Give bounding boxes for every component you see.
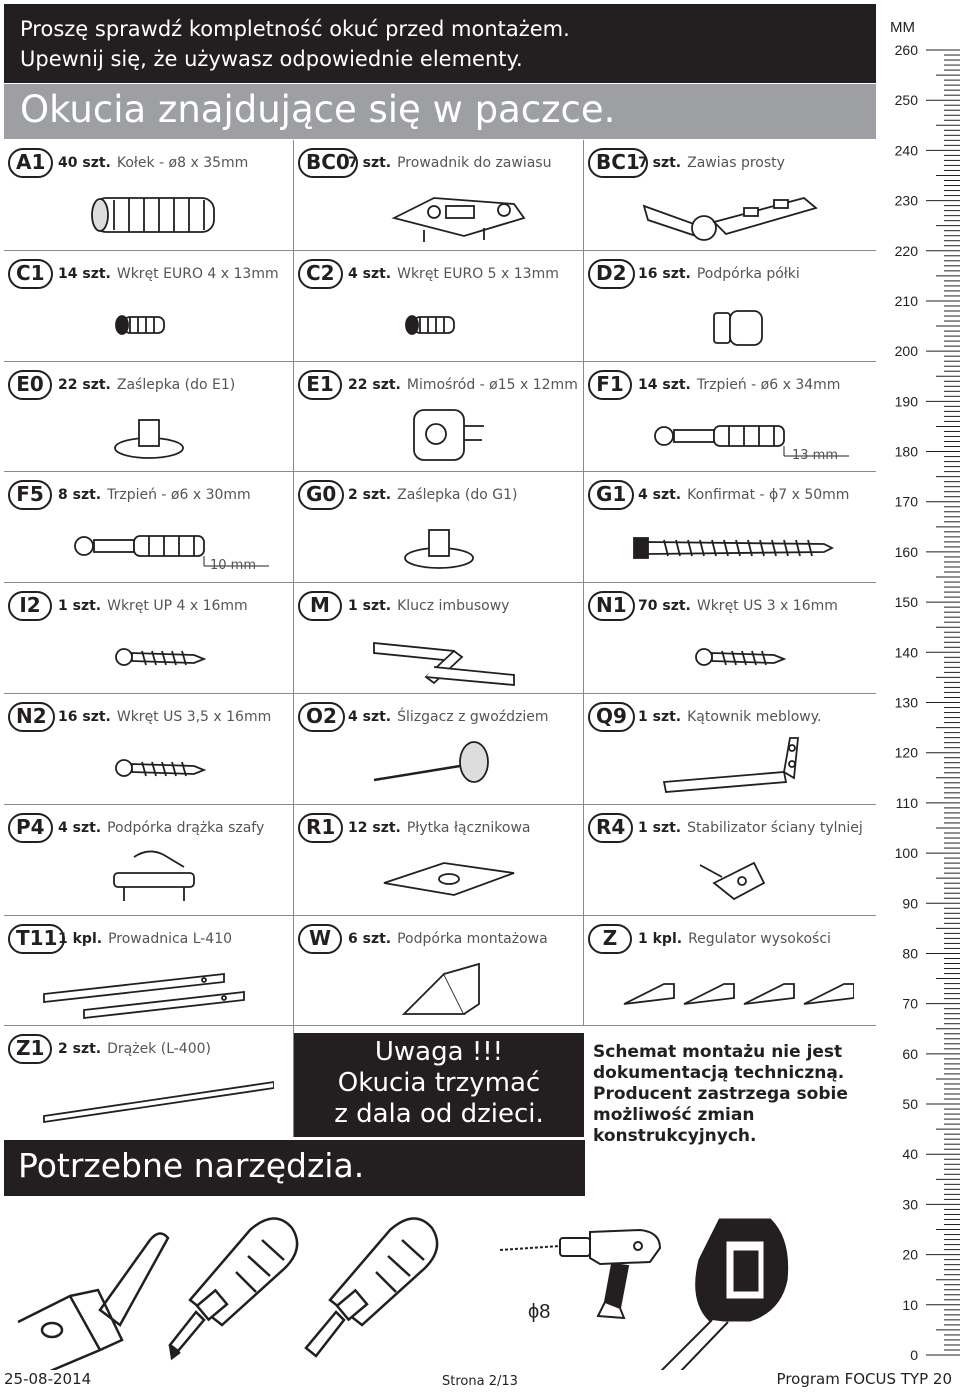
hinge-icon — [604, 178, 854, 246]
wedge-icon — [604, 954, 854, 1022]
ruler-label: 190 — [894, 393, 918, 410]
hinge-plate-icon — [314, 178, 564, 246]
part-code: Q9 — [588, 702, 635, 732]
part-name: Trzpień - ø6 x 30mm — [107, 487, 251, 504]
ruler-label: 100 — [894, 845, 918, 862]
part-name: Prowadnica L-410 — [108, 930, 233, 947]
part-cell-t11 — [4, 916, 294, 1027]
ruler-label: 0 — [910, 1347, 918, 1363]
cap-icon — [314, 510, 564, 578]
part-description — [348, 487, 517, 503]
part-code: E1 — [298, 370, 342, 400]
part-cell-r4 — [584, 805, 876, 916]
part-code: BC1 — [588, 148, 648, 178]
part-code: R1 — [298, 813, 343, 843]
part-qty: 4 szt. — [348, 265, 392, 282]
part-name: Wkręt EURO 4 x 13mm — [116, 265, 279, 282]
part-qty: 6 szt. — [348, 930, 392, 947]
part-cell-q9 — [584, 694, 876, 805]
part-name: Trzpień - ø6 x 34mm — [696, 376, 841, 393]
part-name: Drążek (L-400) — [107, 1041, 211, 1058]
part-qty: 4 szt. — [348, 709, 392, 725]
ruler-label: 170 — [894, 493, 918, 510]
ruler-label: 240 — [894, 142, 918, 159]
euro-screw-icon — [314, 289, 564, 357]
part-qty: 2 szt. — [58, 1041, 102, 1058]
part-code: E0 — [8, 370, 52, 400]
part-name: Płytka łącznikowa — [406, 819, 531, 836]
shelf-support-icon — [604, 289, 854, 357]
part-code: R4 — [588, 813, 633, 843]
part-name: Klucz imbusowy — [397, 598, 510, 615]
part-cell-n1 — [584, 583, 876, 694]
part-qty: 22 szt. — [58, 376, 111, 393]
disclaimer-line-1: Schemat montażu nie jest — [593, 1042, 843, 1062]
ruler-label: 150 — [894, 594, 918, 611]
part-qty: 2 szt. — [348, 487, 392, 504]
ruler-label: 260 — [894, 42, 918, 58]
part-description — [638, 820, 863, 836]
ruler-label: 180 — [894, 443, 918, 460]
part-code: A1 — [8, 148, 53, 178]
part-qty: 1 szt. — [638, 819, 682, 836]
part-name: Konfirmat - ϕ7 x 50mm — [687, 487, 850, 504]
ruler-label: 60 — [902, 1045, 918, 1062]
part-description — [348, 820, 531, 836]
part-name: Podpórka półki — [696, 265, 800, 282]
ruler-label: 210 — [894, 292, 918, 309]
part-qty: 4 szt. — [58, 819, 102, 836]
part-description — [638, 266, 800, 282]
dimension-label: 10 mm — [210, 558, 257, 574]
part-description — [348, 598, 509, 614]
part-name: Mimośród - ø15 x 12mm — [406, 376, 578, 393]
header-instructions — [4, 4, 876, 83]
allen-key-icon — [314, 621, 564, 689]
header-line-2: Upewnij się, że używasz odpowiednie elementy. — [20, 47, 523, 71]
stabilizer-icon — [604, 843, 854, 911]
part-name: Stabilizator ściany tylniej — [687, 819, 863, 836]
part-description — [58, 377, 235, 393]
cap-icon — [24, 400, 274, 468]
ruler-label: 120 — [894, 744, 918, 761]
mounting-bracket-icon — [314, 954, 564, 1022]
warning-line-2: Okucia trzymać — [337, 1068, 541, 1098]
part-description — [58, 1041, 211, 1057]
part-description — [348, 155, 551, 171]
part-description — [638, 931, 831, 947]
footer-page: Strona 2/13 — [442, 1374, 518, 1389]
ruler-label: 230 — [894, 192, 918, 209]
tape-measure-icon — [660, 1220, 787, 1370]
ruler-label: 220 — [894, 242, 918, 259]
ruler-label: 40 — [902, 1146, 918, 1163]
ruler-label: 110 — [895, 794, 918, 811]
part-code: G1 — [588, 480, 634, 510]
mm-ruler — [876, 0, 960, 1392]
part-name: Ślizgacz z gwoździem — [397, 709, 549, 725]
part-code: O2 — [298, 702, 345, 732]
confirmat-screw-icon — [604, 510, 854, 578]
part-qty: 16 szt. — [58, 709, 111, 725]
part-description — [638, 709, 821, 725]
part-code: BC0 — [298, 148, 358, 178]
disclaimer-line-3: Producent zastrzega sobie — [593, 1084, 848, 1104]
part-cell-o2 — [294, 694, 584, 805]
ruler-label: 80 — [902, 945, 918, 962]
part-cell-c2 — [294, 251, 584, 362]
part-name: Regulator wysokości — [688, 930, 831, 947]
part-cell-n2 — [4, 694, 294, 805]
ruler-label: 140 — [894, 644, 918, 661]
part-code: D2 — [588, 259, 635, 289]
part-qty: 12 szt. — [348, 819, 401, 836]
part-description — [638, 598, 838, 614]
tools-title: Potrzebne narzędzia. — [4, 1140, 585, 1196]
part-qty: 1 szt. — [58, 598, 102, 615]
part-description — [58, 931, 232, 947]
part-description — [638, 155, 785, 171]
part-cell-w — [294, 916, 584, 1027]
part-name: Wkręt EURO 5 x 13mm — [397, 265, 559, 282]
ruler-label: 30 — [902, 1196, 918, 1213]
part-name: Wkręt US 3,5 x 16mm — [116, 709, 272, 725]
part-code: N1 — [588, 591, 635, 621]
hammer-icon — [18, 1233, 168, 1370]
part-qty: 70 szt. — [638, 598, 691, 615]
part-description — [348, 709, 549, 725]
part-description — [348, 931, 548, 947]
part-cell-c1 — [4, 251, 294, 362]
header-line-1: Proszę sprawdź kompletność okuć przed montażem. — [20, 17, 570, 41]
part-code: C1 — [8, 259, 53, 289]
section-title: Okucia znajdujące się w paczce. — [4, 84, 876, 139]
wood-screw-icon — [24, 732, 274, 800]
part-name: Kątownik meblowy. — [687, 709, 822, 725]
ruler-label: 20 — [902, 1246, 918, 1263]
angle-bracket-icon — [604, 732, 854, 800]
part-qty: 8 szt. — [58, 487, 102, 504]
part-name: Zaślepka (do E1) — [116, 376, 236, 393]
connector-plate-icon — [314, 843, 564, 911]
part-qty: 1 kpl. — [58, 930, 103, 947]
part-cell-g0 — [294, 472, 584, 583]
part-qty: 22 szt. — [348, 376, 401, 393]
ruler-label: 250 — [894, 92, 918, 109]
part-cell-r1 — [294, 805, 584, 916]
glide-nail-icon — [314, 732, 564, 800]
part-cell-e0 — [4, 362, 294, 473]
part-cell-f5 — [4, 472, 294, 583]
part-qty: 7 szt. — [638, 155, 682, 171]
flat-screwdriver-icon — [306, 1218, 437, 1356]
part-description — [58, 598, 248, 614]
part-code: Z1 — [8, 1034, 52, 1064]
footer-date: 25-08-2014 — [4, 1370, 92, 1388]
part-description — [58, 709, 271, 725]
part-name: Wkręt US 3 x 16mm — [696, 598, 838, 615]
part-code: W — [298, 924, 342, 954]
rail-support-icon — [24, 843, 274, 911]
part-cell-z1 — [4, 1026, 294, 1137]
part-description — [348, 377, 578, 393]
ruler-label: 70 — [902, 995, 918, 1012]
part-qty: 1 szt. — [348, 598, 392, 615]
wood-screw-icon — [604, 621, 854, 689]
part-description — [58, 266, 279, 282]
ruler-label: 130 — [894, 694, 918, 711]
disclaimer-line-4: możliwość zmian konstrukcyjnych. — [593, 1105, 757, 1146]
ruler-label: 160 — [894, 543, 918, 560]
part-code: I2 — [8, 591, 52, 621]
warning-line-1: Uwaga !!! — [374, 1037, 504, 1067]
part-name: Kołek - ø8 x 35mm — [116, 155, 249, 171]
part-cell-bc0 — [294, 140, 584, 251]
warning-line-3: z dala od dzieci. — [334, 1099, 544, 1129]
disclaimer-line-2: dokumentacją techniczną. — [593, 1063, 845, 1083]
ruler-unit: MM — [890, 19, 915, 36]
part-code: C2 — [298, 259, 343, 289]
part-code: T11 — [8, 924, 65, 954]
part-cell-g1 — [584, 472, 876, 583]
part-name: Podpórka montażowa — [397, 930, 548, 947]
dowel-icon — [24, 178, 274, 246]
part-description — [58, 820, 264, 836]
ruler-label: 50 — [902, 1096, 918, 1113]
euro-screw-icon — [24, 289, 274, 357]
part-cell-bc1 — [584, 140, 876, 251]
part-description — [638, 487, 849, 503]
part-cell-z — [584, 916, 876, 1027]
part-qty: 16 szt. — [638, 265, 691, 282]
warning-box — [294, 1033, 584, 1137]
tools-illustrations — [0, 1200, 870, 1370]
part-name: Wkręt UP 4 x 16mm — [107, 598, 248, 615]
part-code: N2 — [8, 702, 55, 732]
footer-program: Program FOCUS TYP 20 — [776, 1370, 952, 1388]
part-qty: 4 szt. — [638, 487, 682, 504]
drawer-slide-icon — [24, 954, 274, 1022]
part-code: M — [298, 591, 342, 621]
ruler-label: 90 — [902, 895, 918, 912]
phillips-screwdriver-icon — [170, 1218, 297, 1358]
part-code: F5 — [8, 480, 52, 510]
dimension-label: 13 mm — [792, 447, 839, 463]
part-qty: 1 kpl. — [638, 930, 683, 947]
part-qty: 7 szt. — [348, 155, 392, 171]
drill-icon — [500, 1230, 660, 1318]
ruler-label: 200 — [894, 343, 918, 360]
part-code: G0 — [298, 480, 344, 510]
part-qty: 14 szt. — [58, 265, 111, 282]
part-code: F1 — [588, 370, 632, 400]
part-qty: 40 szt. — [58, 155, 111, 171]
parts-grid — [4, 140, 876, 1137]
part-description — [58, 155, 248, 171]
part-cell-d2 — [584, 251, 876, 362]
part-cell-m — [294, 583, 584, 694]
cam-lock-icon — [314, 400, 564, 468]
part-name: Podpórka drążka szafy — [107, 819, 265, 836]
part-cell-a1 — [4, 140, 294, 251]
part-name: Prowadnik do zawiasu — [397, 155, 552, 171]
ruler-label: 10 — [902, 1296, 918, 1313]
part-cell-f1 — [584, 362, 876, 473]
wood-screw-icon — [24, 621, 274, 689]
disclaimer — [593, 1042, 883, 1147]
part-name: Zaślepka (do G1) — [397, 487, 518, 504]
part-description — [638, 377, 840, 393]
part-name: Zawias prosty — [687, 155, 785, 171]
part-qty: 1 szt. — [638, 709, 682, 725]
drill-bit-label: ϕ8 — [528, 1301, 551, 1323]
part-description — [58, 487, 251, 503]
part-code: P4 — [8, 813, 53, 843]
rod-icon — [24, 1064, 274, 1132]
part-code: Z — [588, 924, 632, 954]
part-description — [348, 266, 559, 282]
part-cell-p4 — [4, 805, 294, 916]
part-qty: 14 szt. — [638, 376, 691, 393]
part-cell-e1 — [294, 362, 584, 473]
part-cell-i2 — [4, 583, 294, 694]
